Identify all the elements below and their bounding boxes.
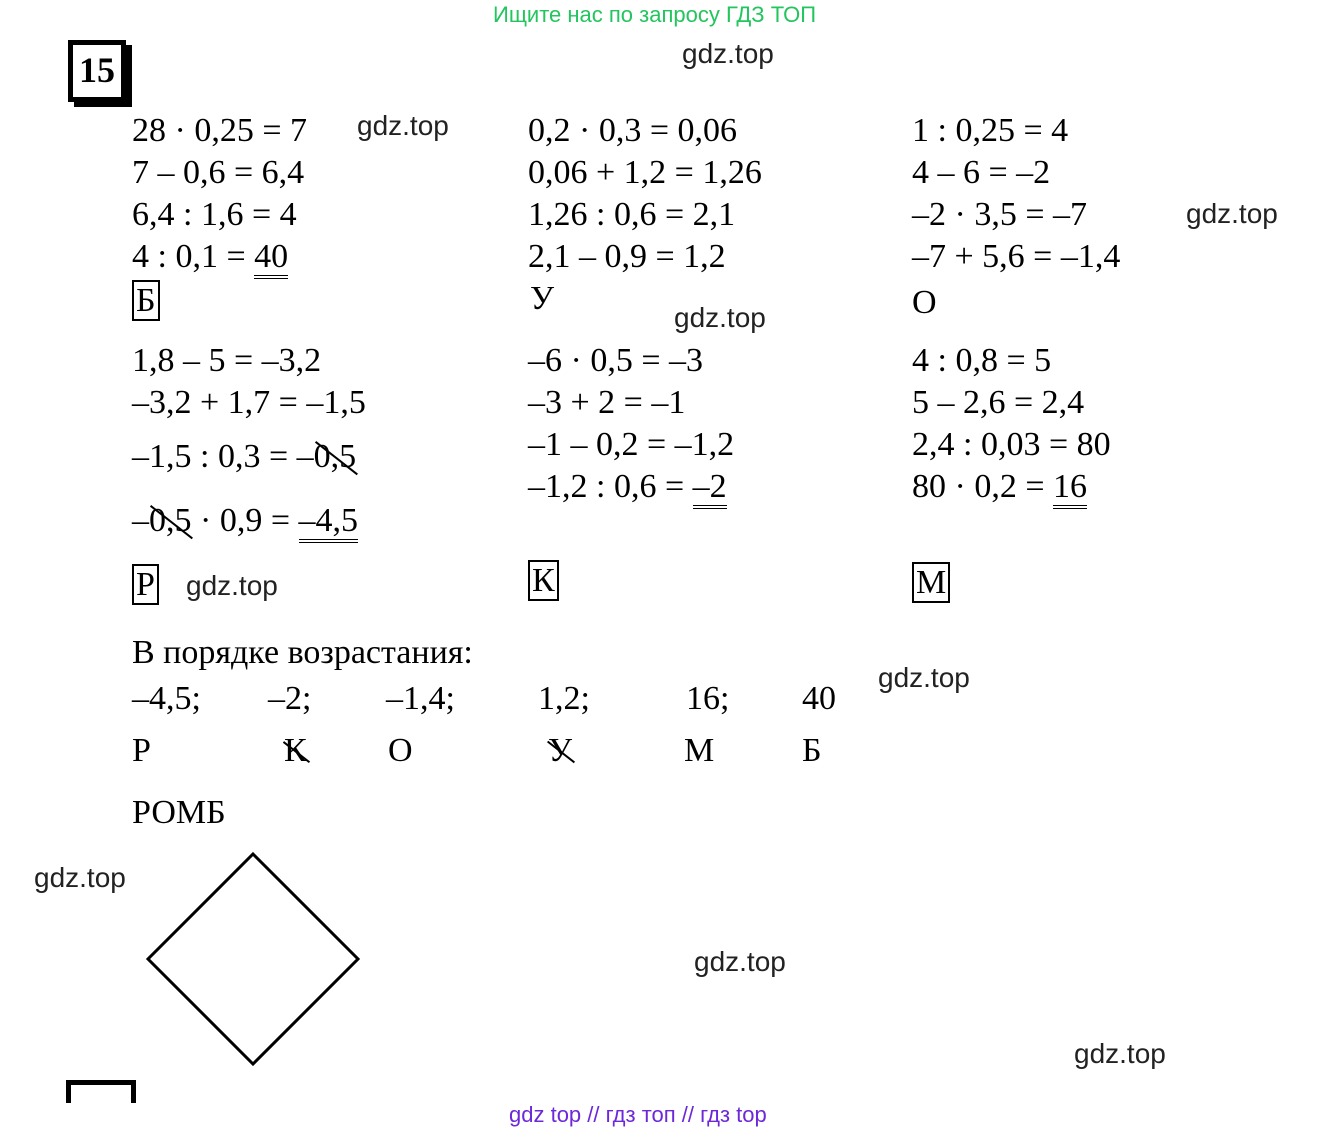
watermark: gdz.top (682, 38, 774, 69)
watermark: gdz.top (1074, 1038, 1166, 1069)
watermark: gdz.top (34, 862, 126, 893)
equation: 80 · 0,2 = 16 (912, 466, 1111, 508)
watermark: gdz.top (674, 302, 766, 333)
equation: 2,4 : 0,03 = 80 (912, 426, 1111, 463)
letter-box: К (528, 562, 559, 600)
answer: 40 (254, 238, 288, 279)
equation: 5 – 2,6 = 2,4 (912, 384, 1085, 421)
order-value: 40 (802, 680, 836, 717)
equation: 28 · 0,25 = 7 (132, 112, 307, 149)
block1-col1 (132, 110, 307, 278)
order-value: –1,4; (386, 680, 455, 717)
block2-col2 (528, 340, 734, 508)
equation: 4 : 0,1 = 40 (132, 236, 307, 278)
watermark: gdz.top (694, 946, 786, 977)
order-heading: В порядке возрастания: (132, 634, 473, 671)
equation: 4 : 0,8 = 5 (912, 342, 1052, 379)
letter-box: Р (132, 566, 159, 604)
letter: О (912, 284, 937, 321)
equation: 7 – 0,6 = 6,4 (132, 154, 305, 191)
equation: 6,4 : 1,6 = 4 (132, 196, 297, 233)
block1-col3 (912, 110, 1120, 278)
order-value: 1,2; (538, 680, 590, 717)
equation: 1 : 0,25 = 4 (912, 112, 1069, 149)
equation: –6 · 0,5 = –3 (528, 342, 703, 379)
order-letter: Б (802, 732, 822, 769)
order-letter: У (548, 732, 573, 769)
equation: –1,5 : 0,3 = –0,5 (132, 438, 357, 475)
order-value: 16; (686, 680, 730, 717)
struck-value: 0,5 (313, 438, 357, 475)
order-letter: О (388, 732, 413, 769)
equation: 2,1 – 0,9 = 1,2 (528, 238, 726, 275)
equation: –0,5 · 0,9 = –4,5 (132, 500, 366, 542)
answer: 16 (1053, 468, 1087, 509)
equation: 0,06 + 1,2 = 1,26 (528, 154, 762, 191)
answer-word: РОМБ (132, 794, 226, 831)
order-letter: К (284, 732, 307, 769)
watermark: gdz.top (878, 662, 970, 693)
equation: 0,2 · 0,3 = 0,06 (528, 112, 737, 149)
equation: 1,8 – 5 = –3,2 (132, 342, 322, 379)
letter: У (530, 280, 555, 317)
block1-col2 (528, 110, 762, 278)
equation: –1,2 : 0,6 = –2 (528, 466, 734, 508)
equation: 1,26 : 0,6 = 2,1 (528, 196, 736, 233)
equation: –3,2 + 1,7 = –1,5 (132, 384, 366, 421)
watermark: gdz.top (186, 570, 278, 601)
block2-col1 (132, 340, 366, 542)
order-value: –4,5; (132, 680, 201, 717)
task-number: 15 (68, 40, 126, 102)
struck-value: 0,5 (149, 502, 192, 539)
next-task-badge (66, 1080, 136, 1103)
equation: 4 – 6 = –2 (912, 154, 1051, 191)
equation: –2 · 3,5 = –7 (912, 196, 1087, 233)
watermark: gdz.top (1186, 198, 1278, 229)
letter-box: Б (132, 282, 160, 320)
watermark: gdz.top (357, 110, 449, 141)
answer: –2 (693, 468, 727, 509)
equation: –7 + 5,6 = –1,4 (912, 238, 1121, 275)
equation: –3 + 2 = –1 (528, 384, 686, 421)
order-value: –2; (268, 680, 312, 717)
bottom-banner: gdz top // гдз топ // гдз top (509, 1102, 767, 1127)
order-letter: Р (132, 732, 151, 769)
rhombus-figure (140, 848, 366, 1070)
answer: –4,5 (299, 502, 359, 543)
top-banner: Ищите нас по запросу ГДЗ ТОП (493, 2, 817, 27)
order-letter: М (684, 732, 715, 769)
letter-box: М (912, 564, 950, 602)
equation: –1 – 0,2 = –1,2 (528, 426, 735, 463)
block2-col3 (912, 340, 1111, 508)
